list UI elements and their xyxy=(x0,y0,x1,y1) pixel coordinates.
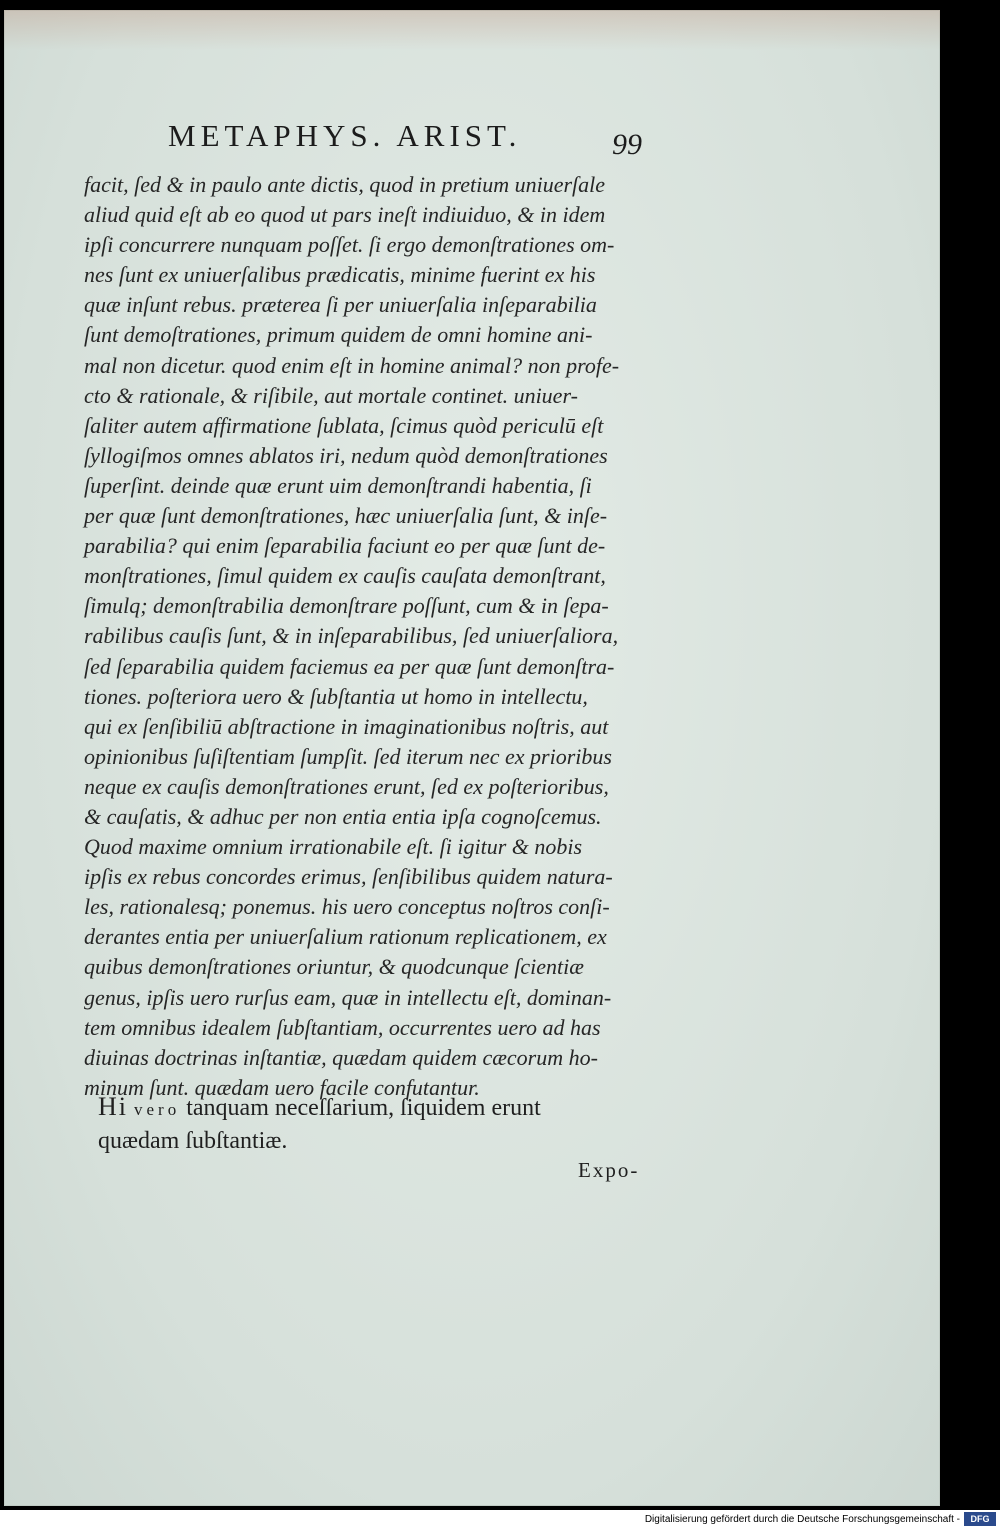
text-line: ipſi concurrere nunquam poſſet. ſi ergo demonſtrationes om- xyxy=(84,232,615,258)
text-line: ſaliter autem affirmatione ſublata, ſcimus quòd periculū eſt xyxy=(84,412,604,438)
text-line: monſtrationes, ſimul quidem ex cauſis cauſata demonſtrant, xyxy=(84,563,606,589)
funding-credit: Digitalisierung gefördert durch die Deutsche Forschungsgemeinschaft - xyxy=(644,1514,960,1525)
text-line: per quæ ſunt demonſtrationes, hæc uniuerſalia ſunt, & inſe- xyxy=(84,503,608,529)
lemma-initial: Hi xyxy=(98,1092,128,1121)
commentary-text xyxy=(84,170,684,1100)
text-line: parabilia? qui enim ſeparabilia faciunt eo per quæ ſunt de- xyxy=(84,533,606,559)
lemma-line xyxy=(98,1090,698,1124)
text-line: quibus demonſtrationes oriuntur, & quodcunque ſcientiæ xyxy=(84,954,584,980)
text-line: ſed ſeparabilia quidem faciemus ea per quæ ſunt demonſtra- xyxy=(84,653,615,679)
text-line: qui ex ſenſibiliū abſtractione in imaginationibus noſtris, aut xyxy=(84,713,609,739)
text-line: Quod maxime omnium irrationabile eſt. ſi igitur & nobis xyxy=(84,834,583,860)
text-line: mal non dicetur. quod enim eſt in homine animal? non profe- xyxy=(84,352,620,378)
dfg-logo: DFG xyxy=(964,1512,996,1526)
catchword: Expo- xyxy=(578,1158,640,1182)
lemma-line: quædam ſubſtantiæ. xyxy=(98,1128,288,1154)
text-line: genus, ipſis uero rurſus eam, quæ in intellectu eſt, dominan- xyxy=(84,984,612,1010)
text-line: opinionibus ſuſiſtentiam ſumpſit. ſed iterum nec ex prioribus xyxy=(84,743,612,769)
running-head: METAPHYS. ARIST. xyxy=(168,118,522,153)
text-line: nes ſunt ex uniuerſalibus prædicatis, minime fuerint ex his xyxy=(84,262,596,288)
text-line: derantes entia per uniuerſalium rationum replicationem, ex xyxy=(84,924,607,950)
text-line: rabilibus cauſis ſunt, & in inſeparabilibus, ſed uniuerſaliora, xyxy=(84,623,619,649)
page-number: 99 xyxy=(612,128,642,161)
text-line: minum ſunt. quædam uero facile confutantur. xyxy=(84,1074,480,1100)
lemma-small-caps: vero xyxy=(134,1100,181,1119)
text-line: tiones. poſteriora uero & ſubſtantia ut homo in intellectu, xyxy=(84,683,588,709)
lemma-line-rest: tanquam neceſſarium, ſiquidem erunt xyxy=(186,1095,541,1121)
text-line: diuinas doctrinas inſtantiæ, quædam quidem cæcorum ho- xyxy=(84,1044,598,1070)
footer-bar xyxy=(0,1510,1000,1529)
text-line: ſunt demoſtrationes, primum quidem de omni homine ani- xyxy=(84,322,593,348)
text-line: & cauſatis, & adhuc per non entia entia ipſa cognoſcemus. xyxy=(84,803,602,829)
text-line: ſimulq; demonſtrabilia demonſtrare poſſunt, cum & in ſepa- xyxy=(84,593,609,619)
text-line: facit, ſed & in paulo ante dictis, quod in pretium uniuerſale xyxy=(84,172,606,197)
text-line: neque ex cauſis demonſtrationes erunt, ſed ex poſterioribus, xyxy=(84,773,609,799)
text-line: quæ inſunt rebus. præterea ſi per uniuerſalia inſeparabilia xyxy=(84,292,597,318)
text-line: ſyllogiſmos omnes ablatos iri, nedum quòd demonſtrationes xyxy=(84,442,608,468)
page-stain xyxy=(4,10,940,50)
text-line: aliud quid eſt ab eo quod ut pars ineſt indiuiduo, & in idem xyxy=(84,202,606,228)
text-line: tem omnibus idealem ſubſtantiam, occurrentes uero ad has xyxy=(84,1014,601,1040)
text-line: ipſis ex rebus concordes erimus, ſenſibilibus quidem natura- xyxy=(84,864,613,890)
text-line: les, rationalesq; ponemus. his uero conceptus noſtros conſi- xyxy=(84,894,610,920)
text-line: cto & rationale, & riſibile, aut mortale continet. uniuer- xyxy=(84,382,578,408)
text-line: ſuperſint. deinde quæ erunt uim demonſtrandi habentia, ſi xyxy=(84,472,592,498)
